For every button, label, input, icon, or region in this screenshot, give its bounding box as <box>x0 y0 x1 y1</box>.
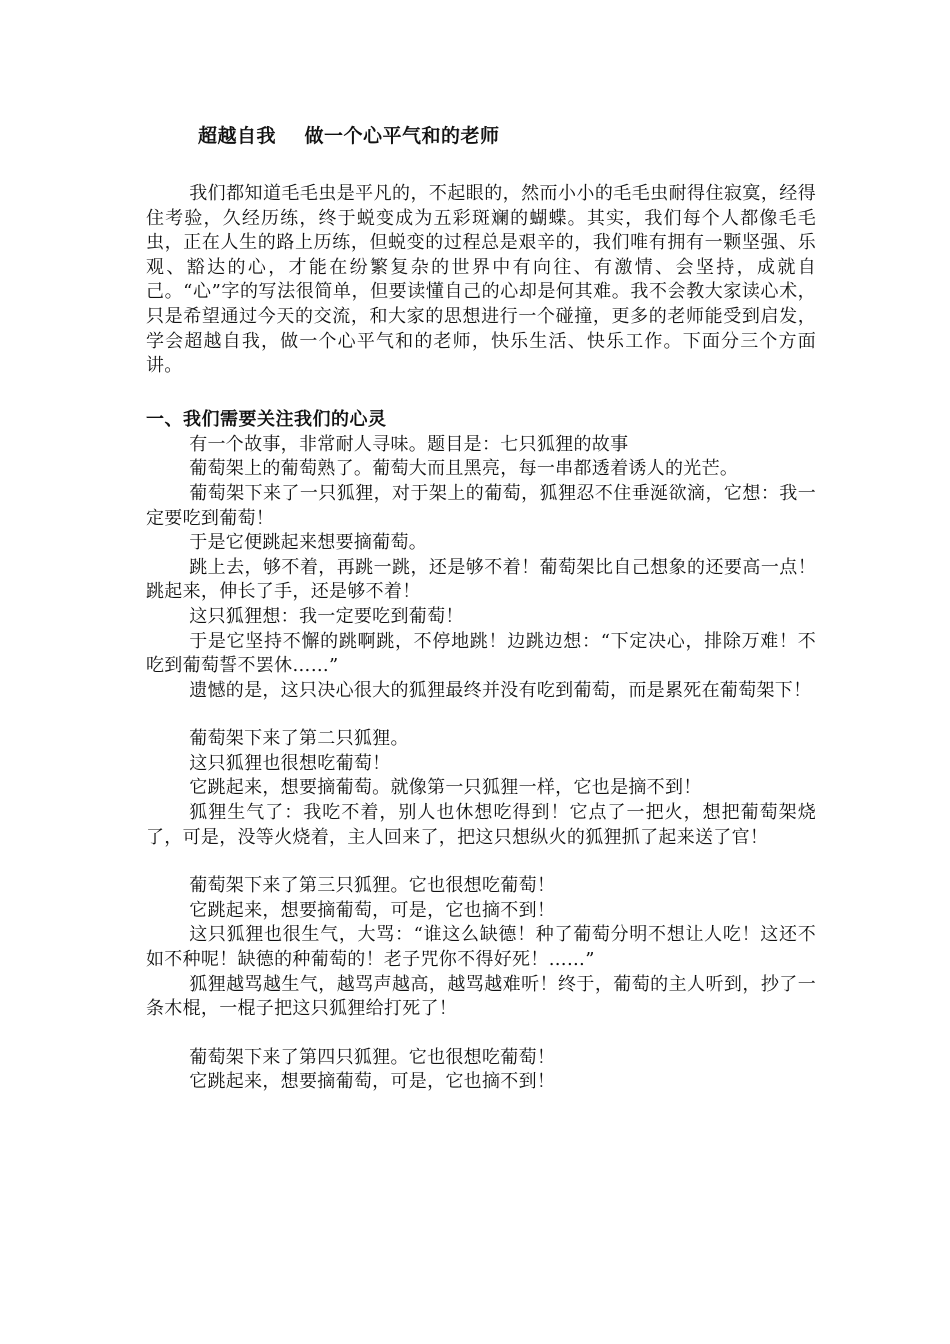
paragraph-spacer <box>146 703 816 727</box>
story-paragraph: 跳上去，够不着，再跳一跳，还是够不着！葡萄架比自己想象的还要高一点！跳起来，伸长了手，还是够不着！ <box>146 556 816 603</box>
story-paragraph: 葡萄架下来了第三只狐狸。它也很想吃葡萄！ <box>189 875 556 897</box>
story-paragraph: 狐狸越骂越生气，越骂声越高，越骂越难听！终于，葡萄的主人听到，抄了一条木棍，一棍子把这只狐狸给打死了！ <box>146 973 816 1020</box>
paragraph-spacer <box>146 1022 816 1046</box>
story-paragraph: 于是它便跳起来想要摘葡萄。 <box>189 532 428 554</box>
document-title: 超越自我 做一个心平气和的老师 <box>198 125 500 147</box>
story-paragraph: 它跳起来，想要摘葡萄。就像第一只狐狸一样，它也是摘不到！ <box>189 777 702 799</box>
story-paragraph: 这只狐狸也很生气，大骂：“谁这么缺德！种了葡萄分明不想让人吃！这还不如不种呢！缺德的种葡萄的！老子咒你不得好死！……” <box>146 924 816 971</box>
story-paragraph: 有一个故事，非常耐人寻味。题目是：七只狐狸的故事 <box>189 433 629 455</box>
story-paragraph: 于是它坚持不懈的跳啊跳，不停地跳！边跳边想：“下定决心，排除万难！不吃到葡萄誓不罢休……” <box>146 630 816 677</box>
story-paragraph: 这只狐狸也很想吃葡萄！ <box>189 752 391 774</box>
section-heading: 一、我们需要关注我们的心灵 <box>146 408 387 430</box>
story-paragraph: 狐狸生气了：我吃不着，别人也休想吃得到！它点了一把火，想把葡萄架烧了，可是，没等火烧着，主人回来了，把这只想纵火的狐狸抓了起来送了官！ <box>146 802 816 848</box>
document-page <box>146 120 816 1095</box>
paragraph-spacer <box>146 850 816 874</box>
intro-paragraph: 我们都知道毛毛虫是平凡的，不起眼的，然而小小的毛毛虫耐得住寂寞，经得住考验，久经历练，终于蜕变成为五彩斑斓的蝴蝶。其实，我们每个人都像毛毛虫，正在人生的路上历练，但蜕变的过程总是艰辛的，我们唯有拥有一颗坚强、乐观、豁达的心，才能在纷繁复杂的世界中有向往、有激情、会坚持，成就自己。“心”字的写法很简单，但要读懂自己的心却是何其难。我不会教大家读心术，只是希望通过今天的交流，和大家的思想进行一个碰撞，更多的老师能受到启发，学会超越自我，做一个心平气和的老师，快乐生活、快乐工作。下面分三个方面讲。 <box>146 183 816 377</box>
story-paragraph: 葡萄架下来了一只狐狸，对于架上的葡萄，狐狸忍不住垂涎欲滴，它想：我一定要吃到葡萄！ <box>146 482 816 529</box>
story-paragraph: 葡萄架下来了第二只狐狸。 <box>189 728 409 750</box>
story-paragraph: 葡萄架下来了第四只狐狸。它也很想吃葡萄！ <box>189 1046 556 1068</box>
paragraph-spacer <box>146 379 816 407</box>
story-paragraph: 葡萄架上的葡萄熟了。葡萄大而且黑亮，每一串都透着诱人的光芒。 <box>189 458 739 480</box>
story-paragraph: 遗憾的是，这只决心很大的狐狸最终并没有吃到葡萄，而是累死在葡萄架下！ <box>189 679 812 701</box>
story-paragraph: 它跳起来，想要摘葡萄，可是，它也摘不到！ <box>189 899 556 921</box>
story-paragraph: 这只狐狸想：我一定要吃到葡萄！ <box>189 605 464 627</box>
story-paragraph: 它跳起来，想要摘葡萄，可是，它也摘不到！ <box>189 1071 556 1093</box>
